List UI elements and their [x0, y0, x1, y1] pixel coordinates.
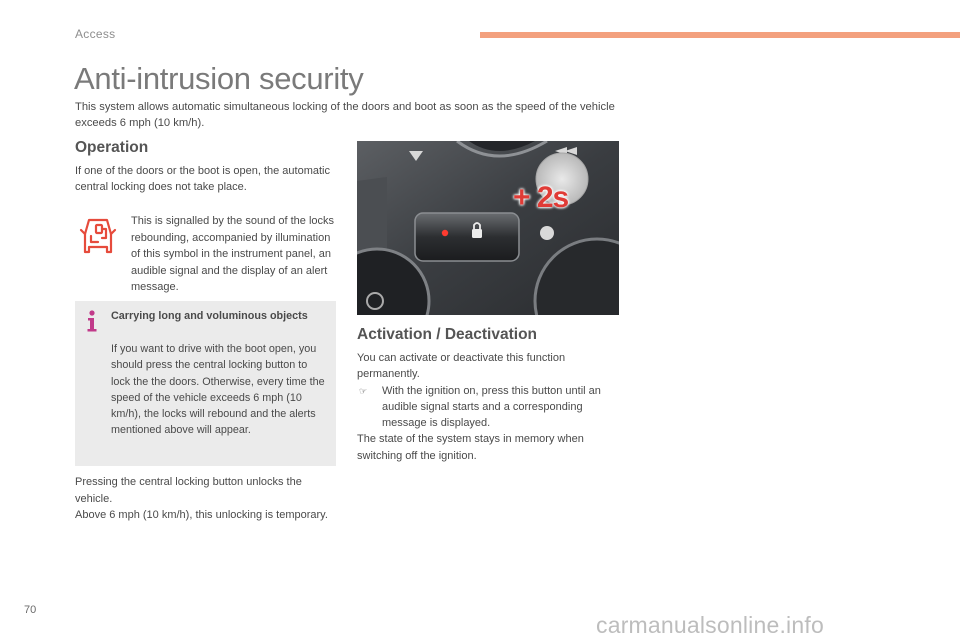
header-accent-bar — [480, 32, 960, 38]
activation-outro: The state of the system stays in memory when switching off the ignition. — [357, 433, 584, 462]
watermark: carmanualsonline.info — [596, 612, 824, 638]
activation-intro: You can activate or deactivate this function permanently. — [357, 352, 566, 381]
signal-paragraph: This is signalled by the sound of the locks rebounding, accompanied by illumination of this symbol in the instrument panel, an audible signal and the display of an alert message. — [131, 215, 335, 293]
activation-step — [357, 383, 622, 432]
page-title: Anti-intrusion security — [74, 61, 364, 96]
unlock-line-2: Above 6 mph (10 km/h), this unlocking is temporary. — [75, 509, 328, 521]
plus-two-seconds-badge: + 2s — [513, 181, 569, 214]
intro-paragraph: This system allows automatic simultaneous locking of the doors and boot as soon as the speed of the vehicle exceeds 6 mph (10 km/h). — [75, 101, 615, 129]
info-icon — [85, 309, 99, 333]
pointing-hand-icon: ☞ — [359, 385, 368, 396]
unlock-line-1: Pressing the central locking button unlocks the vehicle. — [75, 476, 302, 505]
page-number: 70 — [24, 604, 37, 616]
activation-body — [357, 350, 622, 464]
activation-step-text: With the ignition on, press this button until an audible signal starts and a corresponding message is displayed. — [382, 384, 601, 430]
operation-paragraph: If one of the doors or the boot is open, the automatic central locking does not take place. — [75, 165, 330, 193]
unlock-paragraph — [75, 474, 337, 524]
activation-heading: Activation / Deactivation — [357, 326, 538, 343]
central-locking-button-photo — [357, 141, 619, 315]
info-box-body: If you want to drive with the boot open, you should press the central locking button to lock the the doors. Otherwise, every time the speed of the vehicle exceeds 6 mph (10 km/h), the locks will rebound and the alerts mentioned above will appear. — [111, 343, 325, 437]
section-label: Access — [75, 27, 116, 41]
car-door-lock-icon — [78, 214, 118, 260]
info-box-title: Carrying long and voluminous objects — [111, 310, 308, 322]
operation-heading: Operation — [75, 139, 149, 156]
